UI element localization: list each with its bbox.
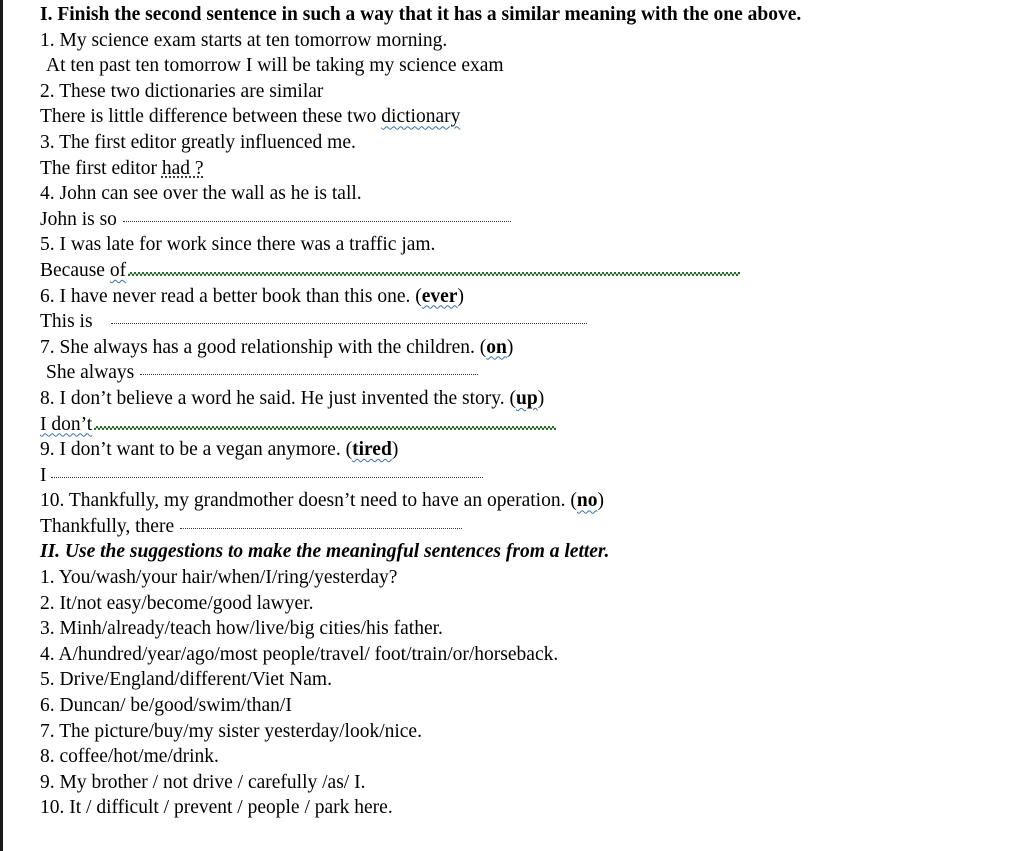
suggestion-10: 10. It / difficult / prevent / people / park here. bbox=[40, 797, 393, 819]
answer-7-blank[interactable] bbox=[140, 374, 478, 375]
answer-1: At ten past ten tomorrow I will be taking my science exam bbox=[46, 55, 504, 77]
suggestion-1: 1. You/wash/your hair/when/I/ring/yesterday? bbox=[40, 567, 398, 589]
answer-8-blank[interactable] bbox=[94, 425, 556, 430]
answer-5-text: Because bbox=[40, 259, 110, 281]
suggestion-6: 6. Duncan/ be/good/swim/than/I bbox=[40, 695, 292, 717]
answer-2-word: dictionary bbox=[381, 106, 461, 128]
question-8-close: ) bbox=[537, 387, 545, 409]
question-2: 2. These two dictionaries are similar bbox=[40, 80, 324, 102]
page-left-border bbox=[0, 0, 3, 851]
answer-4 bbox=[40, 207, 1000, 233]
answer-4-blank[interactable] bbox=[123, 221, 511, 222]
question-8 bbox=[40, 386, 1000, 412]
answer-7 bbox=[40, 360, 1000, 386]
question-6-keyword: ever bbox=[421, 285, 458, 307]
question-9 bbox=[40, 437, 1000, 463]
answer-9-blank[interactable] bbox=[51, 477, 483, 478]
answer-5-word: of bbox=[109, 259, 127, 281]
suggestion-8: 8. coffee/hot/me/drink. bbox=[40, 746, 219, 768]
question-7-close: ) bbox=[506, 336, 514, 358]
question-5: 5. I was late for work since there was a traffic jam. bbox=[40, 234, 436, 256]
section-1-title: I. Finish the second sentence in such a way that it has a similar meaning with the one above. bbox=[40, 4, 802, 25]
answer-5 bbox=[40, 258, 1000, 284]
question-6-text: 6. I have never read a better book than this one. ( bbox=[40, 285, 422, 307]
question-9-keyword: tired bbox=[352, 439, 392, 461]
answer-3 bbox=[40, 156, 1000, 182]
question-3: 3. The first editor greatly influenced me. bbox=[40, 131, 356, 153]
suggestion-3: 3. Minh/already/teach how/live/big cities/his father. bbox=[40, 618, 443, 640]
section-2-title: II. Use the suggestions to make the meaningful sentences from a letter. bbox=[40, 541, 610, 563]
answer-10-text: Thankfully, there bbox=[40, 515, 175, 537]
question-1: 1. My science exam starts at ten tomorrow morning. bbox=[40, 29, 448, 51]
answer-8 bbox=[40, 412, 1000, 438]
answer-7-text: She always bbox=[46, 362, 135, 384]
answer-3-text: The first editor bbox=[40, 157, 162, 179]
question-7 bbox=[40, 335, 1000, 361]
question-10 bbox=[40, 488, 1000, 514]
question-6 bbox=[40, 284, 1000, 310]
suggestion-2: 2. It/not easy/become/good lawyer. bbox=[40, 592, 314, 614]
answer-2 bbox=[40, 104, 1000, 130]
answer-8-word: I don’t bbox=[40, 413, 93, 435]
suggestion-5: 5. Drive/England/different/Viet Nam. bbox=[40, 669, 332, 691]
question-9-text: 9. I don’t want to be a vegan anymore. ( bbox=[40, 439, 353, 461]
answer-6-blank[interactable] bbox=[111, 323, 587, 324]
question-7-keyword: on bbox=[486, 336, 507, 358]
worksheet-page bbox=[40, 2, 1000, 821]
suggestion-9: 9. My brother / not drive / carefully /as/ I. bbox=[40, 771, 366, 793]
question-10-keyword: no bbox=[576, 490, 598, 512]
suggestion-7: 7. The picture/buy/my sister yesterday/look/nice. bbox=[40, 720, 422, 742]
question-8-text: 8. I don’t believe a word he said. He just invented the story. ( bbox=[40, 387, 517, 409]
question-10-close: ) bbox=[597, 490, 604, 512]
suggestion-4: 4. A/hundred/year/ago/most people/travel/ foot/train/or/horseback. bbox=[40, 643, 559, 665]
question-6-close: ) bbox=[457, 285, 464, 307]
question-4: 4. John can see over the wall as he is tall. bbox=[40, 183, 362, 205]
question-7-text: 7. She always has a good relationship with the children. ( bbox=[40, 336, 487, 358]
answer-10 bbox=[40, 514, 1000, 540]
question-9-close: ) bbox=[391, 439, 399, 461]
answer-3-word: had ? bbox=[161, 157, 204, 179]
answer-4-text: John is so bbox=[40, 208, 117, 230]
question-8-keyword: up bbox=[516, 387, 538, 409]
answer-10-blank[interactable] bbox=[180, 528, 462, 529]
answer-2-text: There is little difference between these two bbox=[40, 106, 382, 128]
answer-9-text: I bbox=[40, 464, 47, 486]
answer-6-text: This is bbox=[40, 311, 93, 333]
question-10-text: 10. Thankfully, my grandmother doesn’t need to have an operation. ( bbox=[40, 490, 577, 512]
answer-6 bbox=[40, 309, 1000, 335]
answer-5-blank[interactable] bbox=[128, 271, 740, 276]
answer-9 bbox=[40, 463, 1000, 489]
